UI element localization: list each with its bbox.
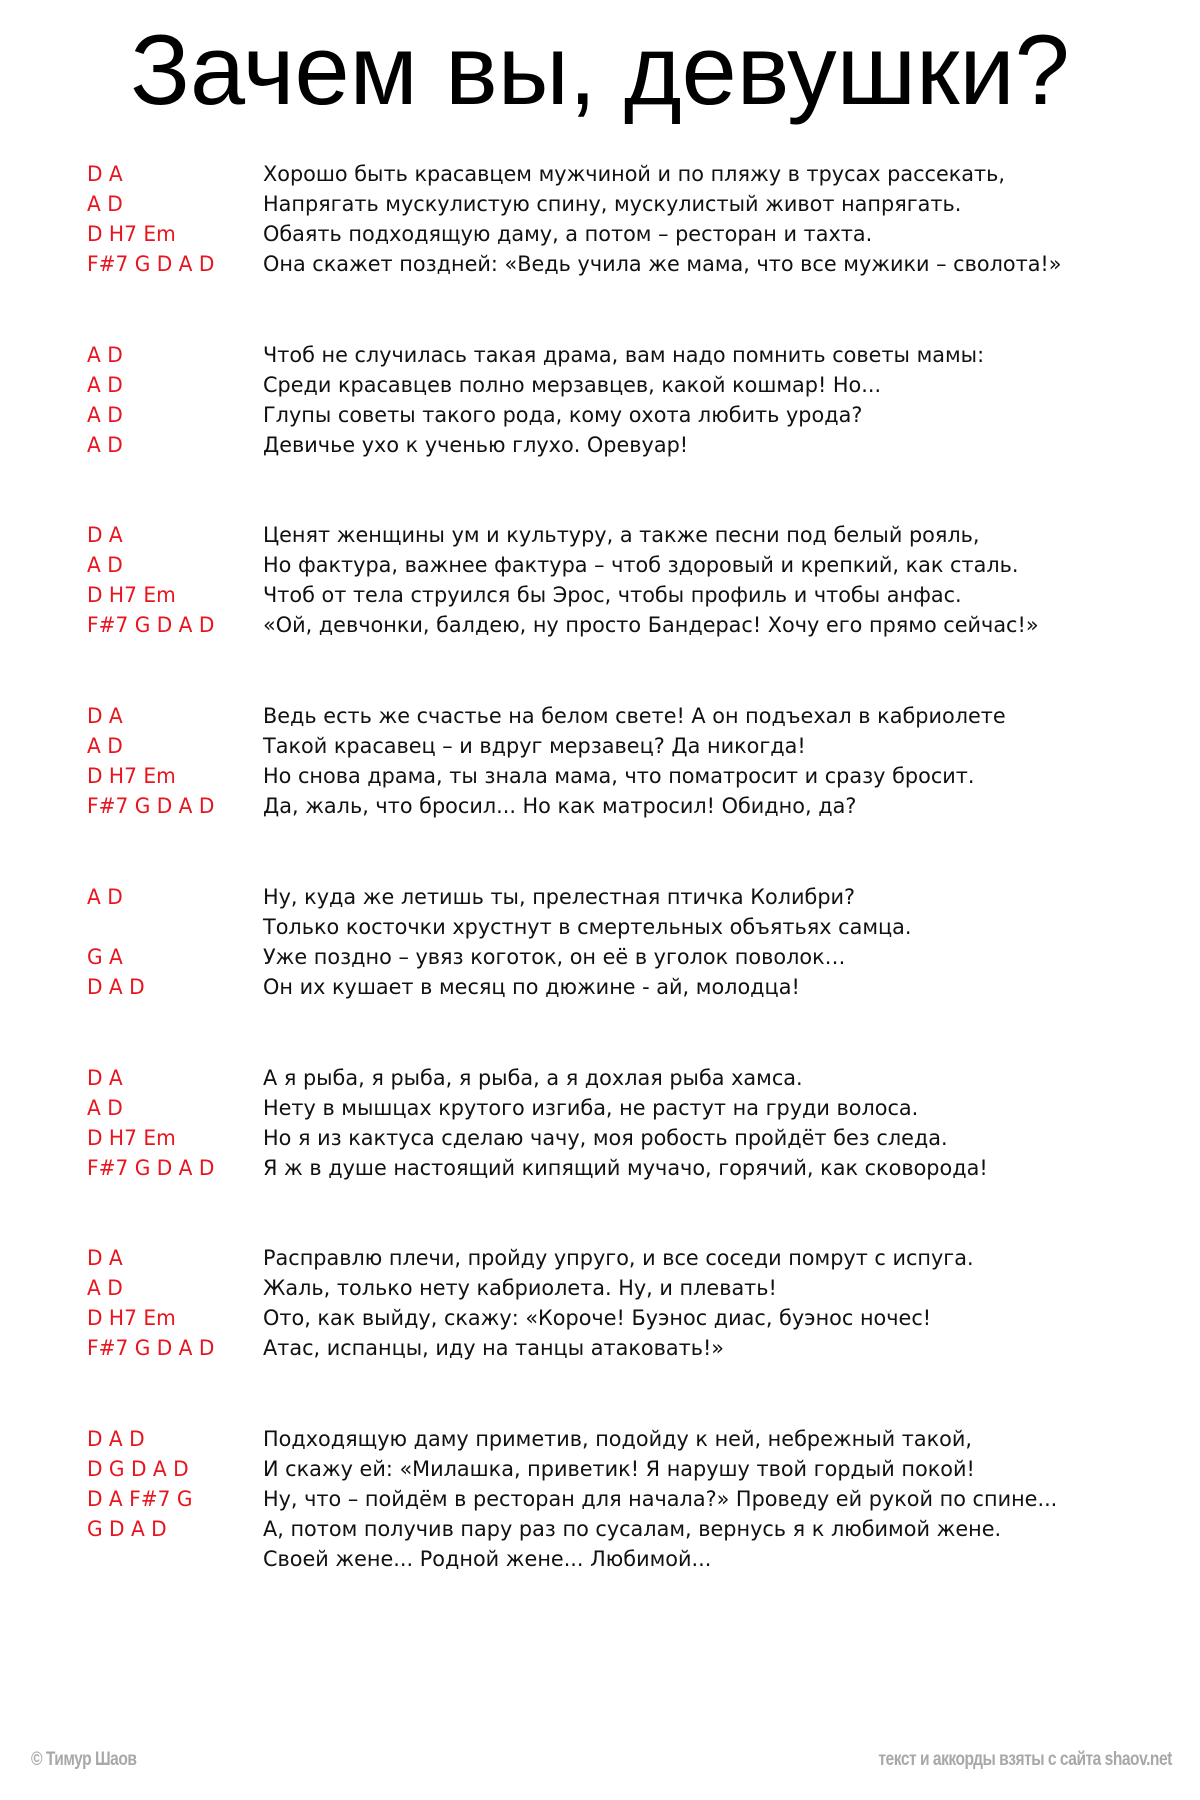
lyric-line <box>0 219 1200 249</box>
chord-label: A D <box>87 885 123 909</box>
chord-label: D G D A D <box>87 1457 189 1481</box>
chord-label: A D <box>87 192 123 216</box>
lyric-line <box>0 1333 1200 1363</box>
chord-label: A D <box>87 734 123 758</box>
chord-label: F#7 G D A D <box>87 1336 215 1360</box>
chord-label: A D <box>87 1096 123 1120</box>
lyric-line <box>0 340 1200 370</box>
lyric-line <box>0 400 1200 430</box>
lyric-line <box>0 701 1200 731</box>
lyric-line <box>0 1303 1200 1333</box>
lyric-text: А я рыба, я рыба, я рыба, а я дохлая рыба хамса. <box>263 1066 803 1090</box>
lyric-text: Нету в мышцах крутого изгиба, не растут на груди волоса. <box>263 1096 919 1120</box>
lyric-text: Ну, что – пойдём в ресторан для начала?» Проведу ей рукой по спине... <box>263 1487 1058 1511</box>
lyric-line <box>0 610 1200 640</box>
lyric-text: Я ж в душе настоящий кипящий мучачо, горячий, как сковорода! <box>263 1156 988 1180</box>
lyric-text: Напрягать мускулистую спину, мускулистый живот напрягать. <box>263 192 962 216</box>
lyric-text: Расправлю плечи, пройду упруго, и все соседи помрут с испуга. <box>263 1246 974 1270</box>
lyric-line <box>0 942 1200 972</box>
lyric-text: Девичье ухо к ученью глухо. Оревуар! <box>263 433 689 457</box>
lyric-text: Хорошо быть красавцем мужчиной и по пляжу в трусах рассекать, <box>263 162 1006 186</box>
lyric-line <box>0 580 1200 610</box>
chord-label: D A <box>87 704 123 728</box>
chord-label: D A <box>87 162 123 186</box>
lyric-line <box>0 1243 1200 1273</box>
chord-label: D H7 Em <box>87 1306 176 1330</box>
chord-label: D A <box>87 523 123 547</box>
lyric-line <box>0 1424 1200 1454</box>
lyric-line <box>0 430 1200 460</box>
chord-label: D H7 Em <box>87 222 176 246</box>
chord-label: A D <box>87 343 123 367</box>
lyric-text: Ото, как выйду, скажу: «Короче! Буэнос диас, буэнос ночес! <box>263 1306 932 1330</box>
chord-label: D A <box>87 1246 123 1270</box>
lyric-line <box>0 550 1200 580</box>
chord-label: D H7 Em <box>87 583 176 607</box>
chord-label: F#7 G D A D <box>87 252 215 276</box>
lyric-text: Уже поздно – увяз коготок, он её в уголок поволок… <box>263 945 846 969</box>
lyric-line <box>0 249 1200 279</box>
lyric-line <box>0 912 1200 942</box>
lyric-text: Ну, куда же летишь ты, прелестная птичка Колибри? <box>263 885 856 909</box>
lyric-text: Атас, испанцы, иду на танцы атаковать!» <box>263 1336 725 1360</box>
lyric-line <box>0 791 1200 821</box>
lyric-text: Но я из кактуса сделаю чачу, моя робость пройдёт без следа. <box>263 1126 948 1150</box>
lyric-text: «Ой, девчонки, балдею, ну просто Бандерас! Хочу его прямо сейчас!» <box>263 613 1039 637</box>
lyric-text: А, потом получив пару раз по сусалам, вернусь я к любимой жене. <box>263 1517 1002 1541</box>
song-title: Зачем вы, девушки? <box>130 14 1070 125</box>
lyric-text: Жаль, только нету кабриолета. Ну, и плевать! <box>263 1276 777 1300</box>
lyric-text: Он их кушает в месяц по дюжине - ай, молодца! <box>263 975 800 999</box>
lyric-text: Такой красавец – и вдруг мерзавец? Да никогда! <box>263 734 806 758</box>
chord-label: F#7 G D A D <box>87 613 215 637</box>
chord-label: A D <box>87 1276 123 1300</box>
lyric-text: Подходящую даму приметив, подойду к ней, небрежный такой, <box>263 1427 972 1451</box>
lyric-text: Обаять подходящую даму, а потом – ресторан и тахта. <box>263 222 873 246</box>
chord-label: G D A D <box>87 1517 167 1541</box>
lyric-text: Ведь есть же счастье на белом свете! А он подъехал в кабриолете <box>263 704 1006 728</box>
lyric-text: Чтоб не случилась такая драма, вам надо помнить советы мамы: <box>263 343 985 367</box>
lyric-line <box>0 761 1200 791</box>
lyric-line <box>0 370 1200 400</box>
source-notice: текст и аккорды взяты с сайта shaov.net <box>878 1749 1172 1770</box>
lyric-line <box>0 1514 1200 1544</box>
lyric-line <box>0 1063 1200 1093</box>
lyric-text: Глупы советы такого рода, кому охота любить урода? <box>263 403 863 427</box>
lyric-line <box>0 972 1200 1002</box>
lyric-text: Чтоб от тела струился бы Эрос, чтобы профиль и чтобы анфас. <box>263 583 962 607</box>
chord-label: D H7 Em <box>87 764 176 788</box>
chord-label: F#7 G D A D <box>87 1156 215 1180</box>
lyric-text: Она скажет поздней: «Ведь учила же мама, что все мужики – сволота!» <box>263 252 1062 276</box>
chord-label: F#7 G D A D <box>87 794 215 818</box>
chord-label: D A <box>87 1066 123 1090</box>
lyric-line <box>0 189 1200 219</box>
chord-label: A D <box>87 553 123 577</box>
lyric-text: Да, жаль, что бросил... Но как матросил! Обидно, да? <box>263 794 857 818</box>
lyric-line <box>0 1273 1200 1303</box>
lyric-line <box>0 520 1200 550</box>
lyric-line <box>0 1153 1200 1183</box>
lyric-line <box>0 882 1200 912</box>
lyric-line <box>0 159 1200 189</box>
chord-label: G A <box>87 945 123 969</box>
lyric-line <box>0 731 1200 761</box>
chord-label: D A D <box>87 975 145 999</box>
lyric-line <box>0 1544 1200 1574</box>
lyric-text: Только косточки хрустнут в смертельных объятьях самца. <box>263 915 912 939</box>
lyric-text: Но фактура, важнее фактура – чтоб здоровый и крепкий, как сталь. <box>263 553 1019 577</box>
lyric-line <box>0 1123 1200 1153</box>
lyric-line <box>0 1093 1200 1123</box>
lyric-line <box>0 1454 1200 1484</box>
lyric-text: Своей жене... Родной жене... Любимой... <box>263 1547 712 1571</box>
chord-label: D A F#7 G <box>87 1487 193 1511</box>
lyric-line <box>0 1484 1200 1514</box>
lyric-text: Среди красавцев полно мерзавцев, какой кошмар! Но... <box>263 373 882 397</box>
chord-label: D H7 Em <box>87 1126 176 1150</box>
lyric-text: Но снова драма, ты знала мама, что поматросит и сразу бросит. <box>263 764 975 788</box>
chord-label: D A D <box>87 1427 145 1451</box>
lyric-text: Ценят женщины ум и культуру, а также песни под белый рояль, <box>263 523 980 547</box>
lyric-text: И скажу ей: «Милашка, приветик! Я нарушу твой гордый покой! <box>263 1457 975 1481</box>
chord-label: A D <box>87 403 123 427</box>
copyright-notice: © Тимур Шаов <box>31 1749 137 1770</box>
chord-label: A D <box>87 373 123 397</box>
chord-label: A D <box>87 433 123 457</box>
